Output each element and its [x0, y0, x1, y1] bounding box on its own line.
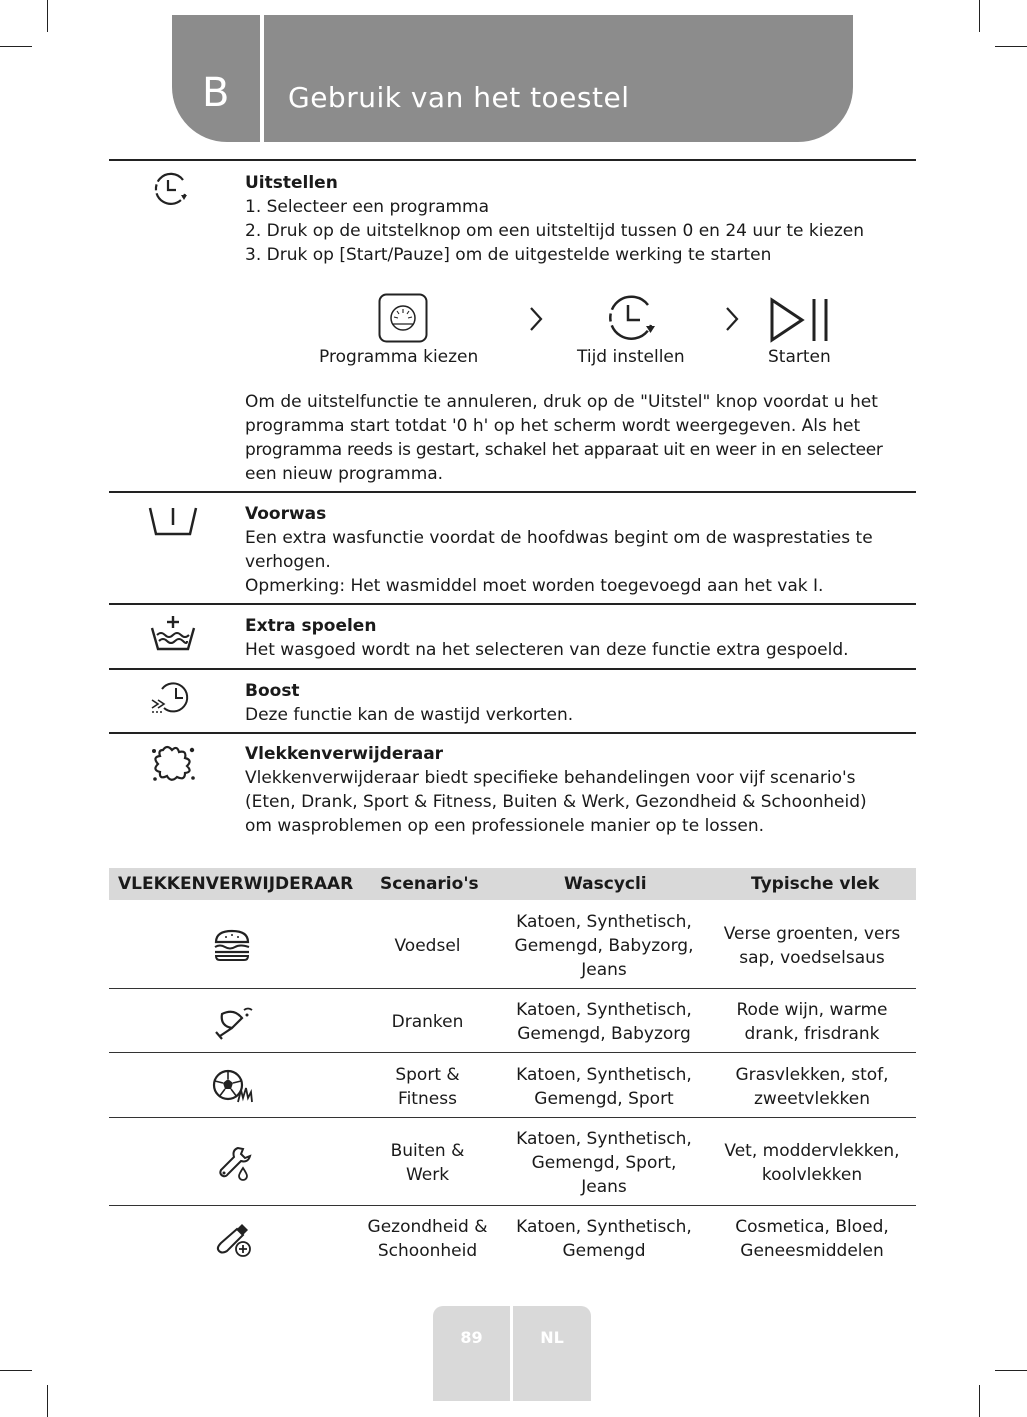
cell-line: Gemengd, Babyzorg	[517, 1024, 691, 1044]
table-header-cell: VLEKKENVERWIJDERAAR	[118, 874, 354, 894]
diagram-label-time: Tijd instellen	[577, 347, 685, 367]
cell-line: koolvlekken	[761, 1165, 863, 1185]
cell-line: Sport &	[395, 1065, 460, 1085]
cell-line: Vet, moddervlekken,	[724, 1141, 900, 1161]
vlekken-text: Vlekkenverwijderaar biedt specifieke behandelingen voor vijf scenario's	[245, 768, 856, 788]
cell-line: Grasvlekken, stof,	[735, 1065, 889, 1085]
cell-line: Gezondheid &	[367, 1217, 488, 1237]
page-number: 89	[460, 1328, 483, 1347]
voorwas-text: Een extra wasfunctie voordat de hoofdwas begint om de wasprestaties te	[245, 528, 873, 548]
cell-line: Buiten &	[390, 1141, 465, 1161]
delay-clock-icon	[604, 293, 660, 343]
crop-mark	[979, 0, 980, 32]
cell-line: Rode wijn, warme	[736, 1000, 888, 1020]
cell-line: Cosmetica, Bloed,	[735, 1217, 889, 1237]
section-divider	[109, 159, 916, 161]
cell-line: Katoen, Synthetisch,	[516, 1000, 692, 1020]
boost-clock-icon	[150, 680, 194, 716]
feature-title-vlekken: Vlekkenverwijderaar	[245, 744, 444, 764]
cell-line: Voedsel	[394, 936, 461, 956]
feature-title-boost: Boost	[245, 681, 300, 701]
cell-line: Dranken	[391, 1012, 464, 1032]
cell-line: Gemengd, Sport	[534, 1089, 674, 1109]
cell-line: Jeans	[581, 1177, 627, 1197]
voorwas-text: verhogen.	[245, 552, 331, 572]
crop-mark	[47, 0, 48, 32]
language-code: NL	[540, 1328, 564, 1347]
stain-cell	[710, 922, 914, 970]
row-divider	[109, 1205, 916, 1206]
crop-mark	[979, 1385, 980, 1417]
cell-line: sap, voedselsaus	[739, 948, 885, 968]
vlekken-text: (Eten, Drank, Sport & Fitness, Buiten & Werk, Gezondheid & Schoonheid)	[245, 792, 867, 812]
uitstellen-note: programma reeds is gestart, schakel het apparaat uit en weer in en selecteer	[245, 440, 883, 460]
uitstellen-step: 3. Druk op [Start/Pauze] om de uitgestelde werking te starten	[245, 245, 772, 265]
extra-rinse-icon	[150, 614, 196, 652]
chapter-header	[172, 15, 853, 142]
chapter-title: Gebruik van het toestel	[288, 81, 630, 114]
scenario-cell	[355, 1010, 500, 1034]
scenario-cell	[355, 1063, 500, 1111]
football-grass-icon	[212, 1068, 254, 1104]
header-divider	[260, 15, 264, 142]
cell-line: Katoen, Synthetisch,	[516, 912, 692, 932]
wrench-drop-icon	[216, 1144, 252, 1182]
chevron-right-icon	[528, 306, 544, 332]
stain-splash-icon	[149, 742, 197, 784]
uitstellen-step: 2. Druk op de uitstelknop om een uitsteltijd tussen 0 en 24 uur te kiezen	[245, 221, 865, 241]
vlekken-text: om wasproblemen op een professionele manier op te lossen.	[245, 816, 765, 836]
section-divider	[109, 732, 916, 734]
cell-line: Schoonheid	[377, 1241, 478, 1261]
crop-mark	[0, 1370, 32, 1371]
cycles-cell	[504, 1215, 704, 1263]
row-divider	[109, 1052, 916, 1053]
row-divider	[109, 1117, 916, 1118]
crop-mark	[995, 46, 1027, 47]
stain-cell	[710, 1063, 914, 1111]
cell-line: Katoen, Synthetisch,	[516, 1065, 692, 1085]
stain-cell	[710, 1215, 914, 1263]
uitstellen-note: een nieuw programma.	[245, 464, 444, 484]
wine-glass-icon	[212, 1004, 254, 1040]
cell-line: Verse groenten, vers	[723, 924, 901, 944]
scenario-cell	[355, 1139, 500, 1187]
program-knob-icon	[378, 293, 428, 343]
table-header-cell: Wascycli	[564, 874, 647, 894]
feature-title-extra-spoelen: Extra spoelen	[245, 616, 377, 636]
chevron-right-icon	[724, 306, 740, 332]
lipstick-medical-icon	[214, 1220, 254, 1258]
uitstellen-note: programma start totdat '0 h' op het scherm wordt weergegeven. Als het	[245, 416, 861, 436]
cell-line: Jeans	[581, 960, 627, 980]
crop-mark	[47, 1385, 48, 1417]
cell-line: Fitness	[398, 1089, 457, 1109]
section-divider	[109, 491, 916, 493]
scenario-cell	[355, 934, 500, 958]
cell-line: Gemengd, Babyzorg,	[514, 936, 694, 956]
section-divider	[109, 603, 916, 605]
feature-title-voorwas: Voorwas	[245, 504, 327, 524]
voorwas-text: Opmerking: Het wasmiddel moet worden toegevoegd aan het vak I.	[245, 576, 824, 596]
stain-cell	[710, 998, 914, 1046]
row-divider	[109, 988, 916, 989]
play-pause-icon	[768, 296, 832, 344]
cycles-cell	[504, 1063, 704, 1111]
cycles-cell	[504, 1127, 704, 1199]
cell-line: zweetvlekken	[754, 1089, 870, 1109]
cycles-cell	[504, 998, 704, 1046]
cell-line: Werk	[405, 1165, 450, 1185]
diagram-label-start: Starten	[768, 347, 831, 367]
section-divider	[109, 668, 916, 670]
boost-text: Deze functie kan de wastijd verkorten.	[245, 705, 574, 725]
feature-title-uitstellen: Uitstellen	[245, 173, 338, 193]
extra-spoelen-text: Het wasgoed wordt na het selecteren van deze functie extra gespoeld.	[245, 640, 849, 660]
scenario-cell	[355, 1215, 500, 1263]
page-number-tab	[433, 1306, 510, 1401]
prewash-tub-icon	[148, 505, 198, 537]
crop-mark	[0, 46, 32, 47]
diagram-label-program: Programma kiezen	[319, 347, 479, 367]
table-header-cell: Typische vlek	[751, 874, 880, 894]
language-tab	[513, 1306, 591, 1401]
chapter-letter: B	[202, 70, 230, 116]
cycles-cell	[504, 910, 704, 982]
uitstellen-note: Om de uitstelfunctie te annuleren, druk op de "Uitstel" knop voordat u het	[245, 392, 878, 412]
cell-line: Gemengd	[562, 1241, 646, 1261]
cell-line: drank, frisdrank	[744, 1024, 880, 1044]
delay-clock-icon	[152, 170, 192, 208]
table-header-cell: Scenario's	[380, 874, 479, 894]
cell-line: Gemengd, Sport,	[531, 1153, 677, 1173]
cell-line: Katoen, Synthetisch,	[516, 1129, 692, 1149]
cell-line: Geneesmiddelen	[740, 1241, 884, 1261]
stain-cell	[710, 1139, 914, 1187]
uitstellen-step: 1. Selecteer een programma	[245, 197, 490, 217]
burger-icon	[212, 928, 252, 962]
cell-line: Katoen, Synthetisch,	[516, 1217, 692, 1237]
crop-mark	[995, 1370, 1027, 1371]
